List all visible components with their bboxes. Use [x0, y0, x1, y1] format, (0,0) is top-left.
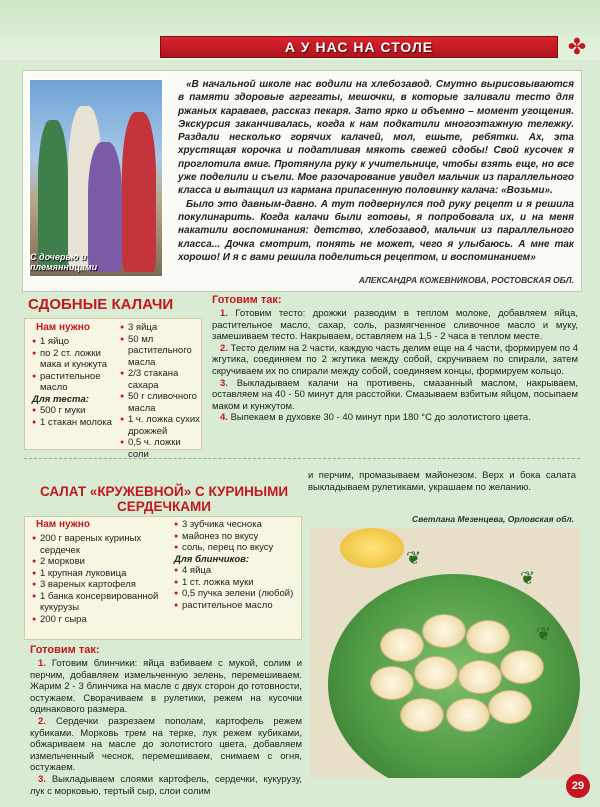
section-title: А У НАС НА СТОЛЕ [284, 39, 434, 55]
ingredient: ● 200 г сыра [32, 614, 170, 626]
recipe1-steps [212, 308, 578, 424]
ingredient: ● 1 ст. ложка муки [174, 577, 298, 589]
dill-icon: ❦ [536, 624, 552, 644]
recipe1-need-label: Нам нужно [36, 322, 90, 333]
ingredient: ● 2/3 стакана сахара [120, 368, 200, 391]
ingredient: ● 1 банка консервированной кукурузы [32, 591, 170, 614]
step: 4. Выпекаем в духовке 30 - 40 минут при 180 °С до золотистого цвета. [220, 412, 531, 424]
recipe2-ingredients-col1 [32, 533, 170, 625]
recipe2-prep-label: Готовим так: [30, 644, 100, 656]
ingredient: ● 3 яйца [120, 322, 200, 334]
salad-photo [310, 528, 580, 778]
ingredient: ● 1 стакан молока [32, 417, 116, 429]
page-number: 29 [566, 774, 590, 798]
dill-icon: ❦ [520, 568, 536, 588]
recipe1-prep-label: Готовим так: [212, 294, 282, 306]
recipe2-ingredients-col2 [174, 519, 298, 611]
ingredient: ● растительное масло [174, 600, 298, 612]
ingredient: ● растительное масло [32, 371, 116, 394]
ingredient: ● 1 яйцо [32, 336, 116, 348]
recipe1-title: СДОБНЫЕ КАЛАЧИ [28, 296, 174, 313]
family-photo [28, 78, 164, 278]
story-paragraph: Было это давным-давно. А тут подвернулся под руку рецепт и я решила покулинарить. Когда калачи были готовы, я попробовала их, и на меня накатили воспоминания: детство, хлебозавод, мальчик из параллельного класса... Дочка смотрит, понять не может, чего я улыбаюсь. А мне так хорошо! И я с вами решила поделиться рецептом, и воспоминанием» [178, 198, 574, 263]
ingredient: ● соль, перец по вкусу [174, 542, 298, 554]
step: 1. Готовим блинчики: яйца взбиваем с мукой, солим и перчим, добавляем измельченную зелень, перемешиваем. Жарим 2 - 3 блинчика на масле с двух сторон до готовности, остужаем. Сворачиваем в рулетики, режем на кусочки одинакового размера. [30, 658, 303, 716]
ingredient: ● 3 зубчика чеснока [174, 519, 298, 531]
step: 1. Готовим тесто: дрожжи разводим в теплом молоке, добавляем яйца, растительное масло, сахар, соль, размягченное сливочное масло и муку, замешиваем тесто. Накрываем, оставляем на 1,5 - 2 часа в теплом месте. [212, 308, 578, 343]
ingredient: ● 0,5 ч. ложки соли [120, 437, 200, 460]
dill-icon: ❦ [406, 548, 422, 568]
step: 3. Выкладываем слоями картофель, сердечки, кукурузу, лук с морковью, тертый сыр, слои солим [30, 773, 303, 797]
ingredient: ● 4 яйца [174, 565, 298, 577]
dough-label: Для теста: [32, 393, 89, 405]
recipe1-ingredients-col2 [120, 322, 200, 460]
photo-caption: С дочерью и племянницами [30, 252, 98, 272]
story-text [178, 78, 574, 264]
ingredient: ● 1 ч. ложка сухих дрожжей [120, 414, 200, 437]
recipe1-ingredients-col1 [32, 336, 116, 428]
ingredient: ● 2 моркови [32, 556, 170, 568]
pancake-label: Для блинчиков: [174, 553, 250, 565]
ingredient: ● 50 мл растительного масла [120, 334, 200, 369]
step: 2. Тесто делим на 2 части, каждую часть делим еще на 4 части, формируем по 4 жгутика, соединяем по 2 жгутика между собой, скручиваем по спирали, затем скручиваем их по спирали между собой, соединяем концы, формируем кольцо. [212, 342, 578, 377]
section-divider [24, 458, 580, 460]
ornament-icon: ✤ [567, 34, 587, 59]
ingredient: ● 3 вареных картофеля [32, 579, 170, 591]
ingredient: ● по 2 ст. ложки мака и кунжута [32, 348, 116, 371]
ingredient: ● 500 г муки [32, 405, 116, 417]
recipe2-title: САЛАТ «КРУЖЕВНОЙ» С КУРИНЫМИ СЕРДЕЧКАМИ [39, 484, 289, 514]
ingredient: ● 200 г вареных куриных сердечек [32, 533, 170, 556]
step: 3. Выкладываем калачи на противень, смазанный маслом, накрываем, оставляем на 40 - 50 минут для расстойки. Смазываем взбитым яйцом, посыпаем маком и кунжутом. [212, 377, 579, 412]
step: 2. Сердечки разрезаем пополам, картофель режем кубиками. Морковь трем на терке, лук режем кубиками, обжариваем на масле до золотистого цвета, добавляем измельченный чеснок, перемешиваем, снимаем с огня, остужаем. [30, 715, 303, 774]
recipe2-step-continuation: и перчим, промазываем майонезом. Верх и бока салата выкладываем рулетиками, украшаем по желанию. [308, 470, 576, 493]
ingredient: ● 0,5 пучка зелени (любой) [174, 588, 298, 600]
ingredient: ● майонез по вкусу [174, 531, 298, 543]
story-paragraph: «В начальной школе нас водили на хлебозавод. Смутно вырисовываются в памяти здоровые агрегаты, мешочки, в которые заливали тесто для ржаных караваев, рассказ пекаря. Зато ярко и объемно – момент угощения. Экскурсия заканчивалась, когда к нам подкатили многоэтажную тележку. Раздали несколько горячих калачей, мол, ешьте, ребятки. Ах, эта хрустящая корочка и податливая мякоть свежей сдобы! Свой кусочек я проглотила вмиг. Протянула руку к учительнице, чтобы взять еще, но все уже поделили и съели. Мое разочарование увидел мальчик из параллельного класса и вытащил из кармана припасенную половинку калача: «Возьми». [178, 79, 574, 197]
lemon-icon [340, 528, 404, 568]
story-author: АЛЕКСАНДРА КОЖЕВНИКОВА, РОСТОВСКАЯ ОБЛ. [358, 275, 574, 285]
ingredient: ● 1 крупная луковица [32, 568, 170, 580]
ingredient: ● 50 г сливочного масла [120, 391, 200, 414]
recipe2-need-label: Нам нужно [36, 519, 90, 530]
recipe2-steps [30, 658, 302, 797]
recipe2-author: Светлана Мезенцева, Орловская обл. [412, 514, 574, 524]
